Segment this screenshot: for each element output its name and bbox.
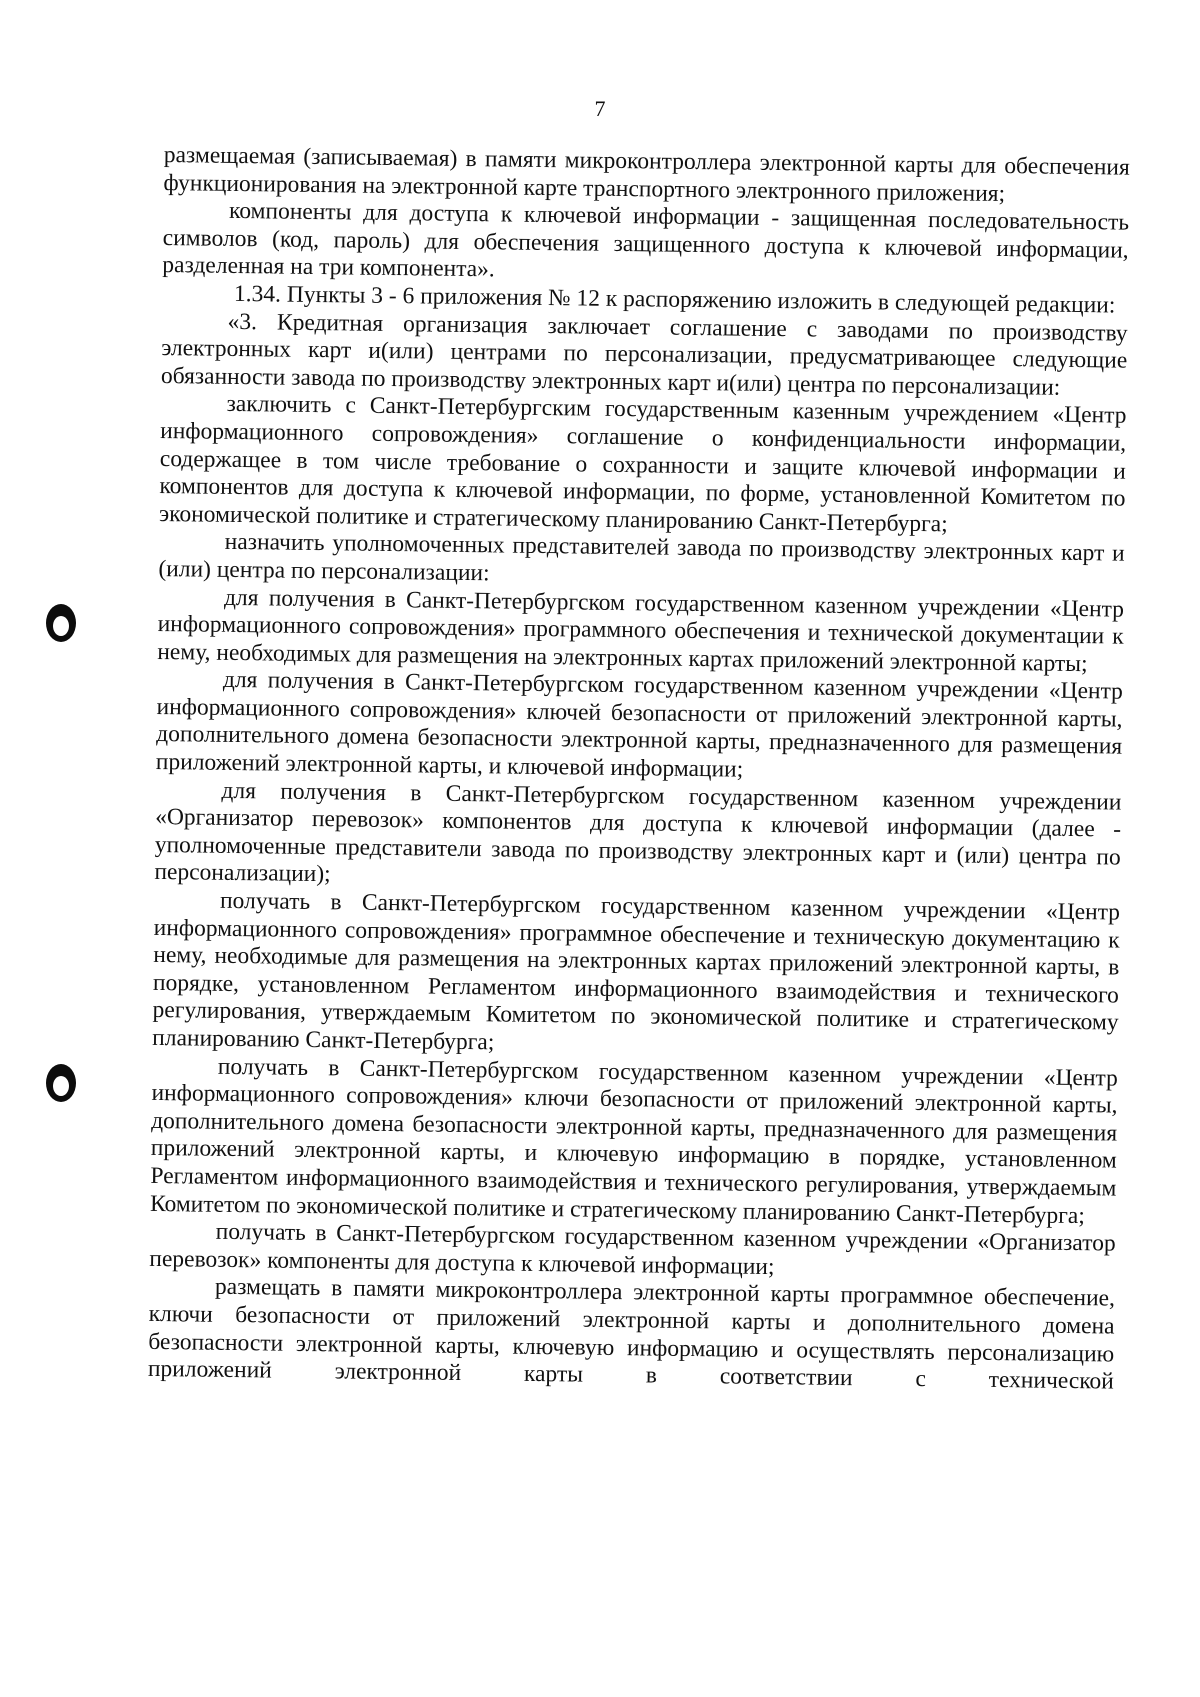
paragraph-obtain-security-keys: получать в Санкт-Петербургском государственном казенном учреждении «Центр информационного сопровождения» ключи безопасности от приложений электронной карты, дополнительного домена безопасности электронной карты, предназначенного для размещения приложений электронной карты, и ключевую информацию в порядке, установленном Регламентом информационного взаимодействия и технического регулирования, утверждаемым Комитетом по экономической политике и стратегическому планированию Санкт-Петербурга; xyxy=(149,1053,1118,1229)
paragraph-place-in-memory: размещать в памяти микроконтроллера электронной карты программное обеспечение, ключи безопасности от приложений электронной карты и дополнительного домена безопасности электронной карты, ключевую информацию и осуществлять персонализацию приложений электронной карты в соответствии с технической xyxy=(147,1274,1116,1395)
document-body xyxy=(148,142,1130,1396)
paragraph-receive-security-keys: для получения в Санкт-Петербургском государственном казенном учреждении «Центр информационного сопровождения» ключей безопасности от приложений электронной карты, дополнительного домена безопасности электронной карты, предназначенного для размещения приложений электронной карты, и ключевой информации; xyxy=(155,667,1124,783)
paragraph-clause-1-34: 1.34. Пункты 3 - 6 приложения № 12 к распоряжению изложить в следующей редакции: xyxy=(233,280,1116,319)
paragraph-obtain-key-components: получать в Санкт-Петербургском государственном казенном учреждении «Организатор перевозок» компоненты для доступа к ключевой информации; xyxy=(149,1218,1116,1280)
paragraph-receive-software: для получения в Санкт-Петербургском государственном казенном учреждении «Центр информационного сопровождения» программного обеспечения и технической документации к нему, необходимых для размещения на электронных картах приложений электронной карты; xyxy=(157,584,1125,677)
paragraph-item-3: «3. Кредитная организация заключает соглашение с заводами по производству электронных карт и(или) центрами по персонализации, предусматривающее следующие обязанности завода по производству электронных карт и(или) центра по персонализации: xyxy=(160,308,1128,401)
paragraph-conclude-agreement: заключить с Санкт-Петербургским государственным казенным учреждением «Центр информационного сопровождения» соглашение о конфиденциальности информации, содержащее в том числе требование о сохранности и защите ключевой информации и компонентов для доступа к ключевой информации, по форме, установленной Комитетом по экономической политике и стратегическому планированию Санкт-Петербурга; xyxy=(158,391,1127,538)
paragraph-receive-key-components: для получения в Санкт-Петербургском государственном казенном учреждении «Организатор перевозок» компонентов для доступа к ключевой информации (далее - уполномоченные представители завода по производству электронных карт и (или) центра по персонализации); xyxy=(154,777,1122,888)
page-number: 7 xyxy=(594,96,606,121)
paragraph-continuation: размещаемая (записываемая) в памяти микроконтроллера электронной карты для обеспечения функционирования на электронной карте транспортного электронного приложения; xyxy=(163,142,1130,207)
punch-hole-mark xyxy=(46,604,76,642)
punch-hole-mark xyxy=(46,1064,76,1102)
paragraph-key-components-definition: компоненты для доступа к ключевой информации - защищенная последовательность символов (код, пароль) для обеспечения защищенного доступа к ключевой информации, разделенная на три компонента». xyxy=(162,198,1130,283)
paragraph-appoint-representatives: назначить уполномоченных представителей завода по производству электронных карт и (или) центра по персонализации: xyxy=(158,529,1125,587)
paragraph-obtain-software: получать в Санкт-Петербургском государственном казенном учреждении «Центр информационного сопровождения» программное обеспечение и техническую документацию к нему, необходимые для размещения на электронных картах приложений электронной карты, в порядке, установленном Регламентом информационного взаимодействия и технического регулирования, утверждаемым Комитетом по экономической политике и стратегическому планированию Санкт-Петербурга; xyxy=(152,887,1121,1056)
